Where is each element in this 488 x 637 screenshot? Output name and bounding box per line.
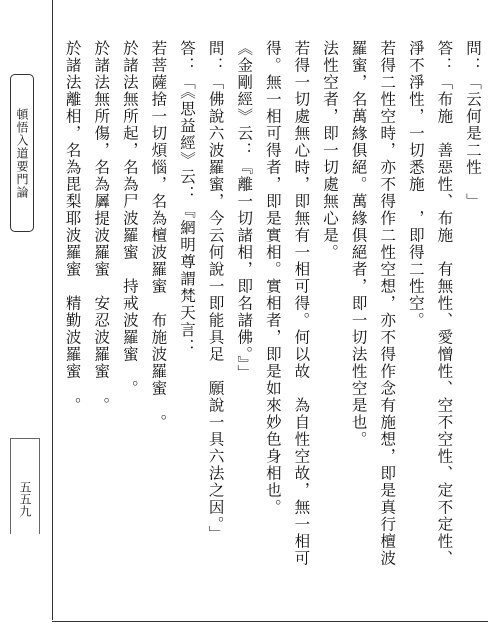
text-column: 於諸法無所傷，名為羼提波羅蜜 安忍波羅蜜 。: [92, 40, 111, 414]
chapter-title: 頓悟入道要門論: [15, 107, 29, 199]
text-column: 《金剛經》云：『離一切諸相，即名諸佛。』」: [235, 40, 254, 382]
text-column: 於諸法無所起，名為尸波羅蜜 持戒波羅蜜 。: [120, 40, 139, 397]
left-margin-rule: [52, 0, 53, 620]
text-column: 問：「佛說六波羅蜜，今云何說一即能具足 願說一具六法之因。」: [206, 40, 225, 543]
text-column: 問：「云何是二性 」: [464, 40, 482, 210]
page-number-tab: [10, 438, 40, 534]
chapter-title-tab: [10, 74, 34, 232]
text-column: 若菩薩捨一切煩惱，名為檀波羅蜜 布施波羅蜜 。: [149, 40, 168, 431]
text-column: 淨不淨性，一切悉施 ，即得二性空。: [406, 40, 425, 329]
page-number: 五五九: [18, 481, 32, 517]
text-column: 於諸法離相，名為毘梨耶波羅蜜 精勤波羅蜜 。: [63, 40, 82, 414]
text-column: 答：「布施 善惡性、布施 有無性、愛憎性、空不空性、定不定性、: [435, 40, 454, 567]
text-column: 答：「《思益經》云：『網明尊謂梵天言：: [178, 40, 196, 356]
text-column: 羅蜜，名萬緣俱絕。萬緣俱絕者，即一切法性空是也。: [349, 40, 368, 448]
text-column: 得。無一相可得者，即是實相。實相者，即是如來妙色身相也。: [263, 40, 282, 516]
main-text: [56, 40, 480, 615]
bottom-rule: [52, 621, 488, 622]
text-column: 若得二性空時，亦不得作二性空想，亦不得作念有施想，即是真行檀波: [378, 40, 397, 567]
text-column: 法性空者，即一切處無心是。: [321, 40, 339, 261]
text-column: 若得一切處無心時，即無有一相可得。何以故 為自性空故，無一相可: [292, 40, 311, 567]
